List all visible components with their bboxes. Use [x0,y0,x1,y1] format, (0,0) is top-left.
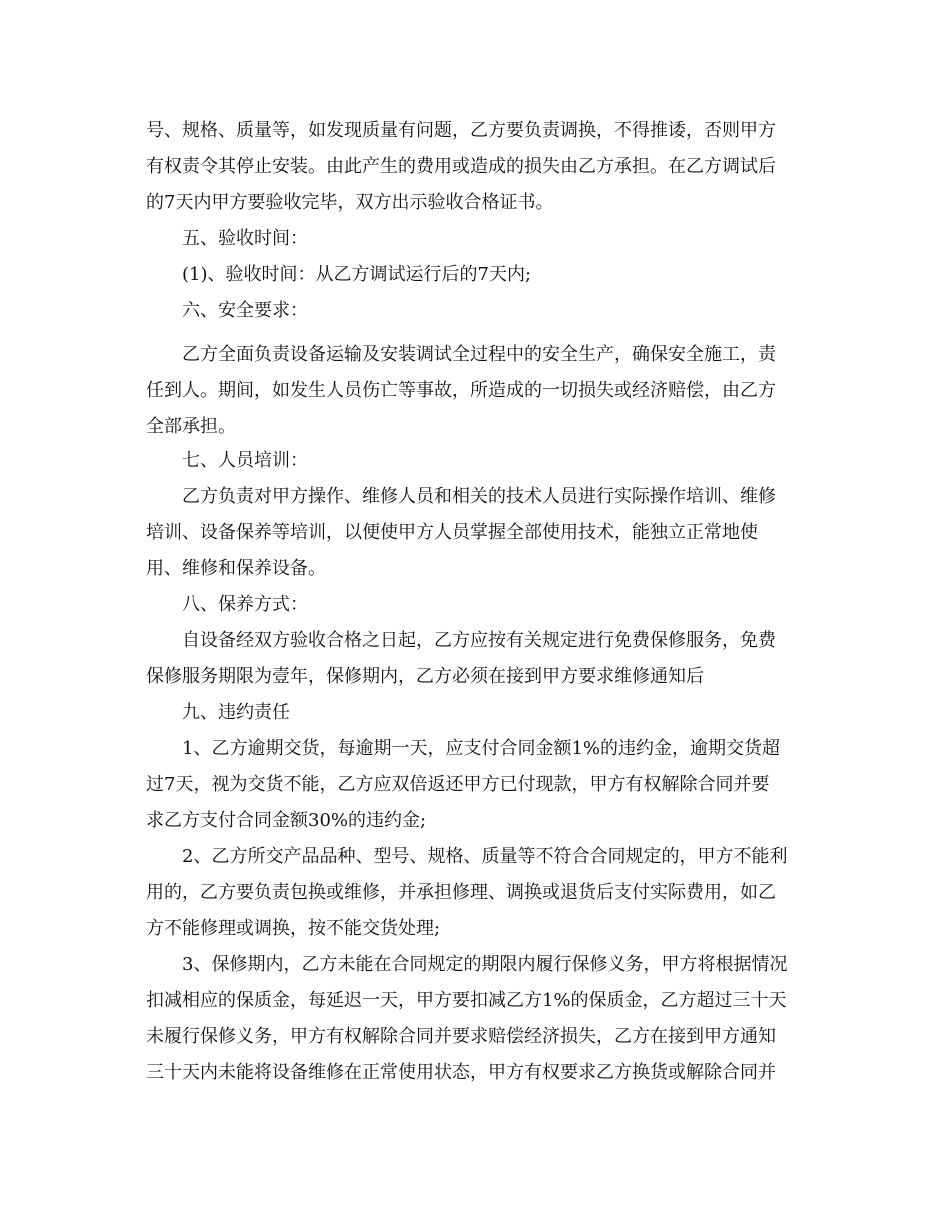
text-line: 号、规格、质量等，如发现质量有问题，乙方要负责调换，不得推诿，否则甲方 [146,120,776,141]
text-line: 保修服务期限为壹年，保修期内，乙方必须在接到甲方要求维修通知后 [146,666,704,687]
text-line: 乙方负责对甲方操作、维修人员和相关的技术人员进行实际操作培训、维修 [182,486,776,507]
text-line: 三十天内未能将设备维修在正常使用状态，甲方有权要求乙方换货或解除合同并 [146,1062,776,1083]
text-line: 1、乙方逾期交货，每逾期一天，应支付合同金额1%的违约金，逾期交货超 [182,738,781,759]
text-line: 用的，乙方要负责包换或维修，并承担修理、调换或退货后支付实际费用，如乙 [146,882,776,903]
text-line: 培训、设备保养等培训，以便使甲方人员掌握全部使用技术，能独立正常地使 [146,522,758,543]
section-heading: 九、违约责任 [182,702,290,723]
section-heading: 六、安全要求： [182,300,308,321]
text-line: 乙方全面负责设备运输及安装调试全过程中的安全生产，确保安全施工，责 [182,344,776,365]
text-line: 自设备经双方验收合格之日起，乙方应按有关规定进行免费保修服务，免费 [182,630,776,651]
text-line: 扣减相应的保质金，每延迟一天，甲方要扣减乙方1%的保质金，乙方超过三十天 [146,990,787,1011]
text-line: 3、保修期内，乙方未能在合同规定的期限内履行保修义务，甲方将根据情况 [182,954,788,975]
section-heading: 五、验收时间： [182,228,308,249]
text-line: 用、维修和保养设备。 [146,558,326,579]
text-line: 有权责令其停止安装。由此产生的费用或造成的损失由乙方承担。在乙方调试后 [146,156,776,177]
text-line: 过7天，视为交货不能，乙方应双倍返还甲方已付现款，甲方有权解除合同并要 [146,774,770,795]
section-heading: 八、保养方式： [182,594,308,615]
text-line: (1)、验收时间：从乙方调试运行后的7天内; [182,264,532,285]
text-line: 方不能修理或调换，按不能交货处理; [146,918,441,939]
text-line: 全部承担。 [146,416,236,437]
text-line: 未履行保修义务，甲方有权解除合同并要求赔偿经济损失，乙方在接到甲方通知 [146,1026,776,1047]
text-line: 求乙方支付合同金额30%的违约金; [146,810,427,831]
text-line: 2、乙方所交产品品种、型号、规格、质量等不符合合同规定的，甲方不能利 [182,846,788,867]
section-heading: 七、人员培训： [182,450,308,471]
text-line: 的7天内甲方要验收完毕，双方出示验收合格证书。 [146,192,554,213]
text-line: 任到人。期间，如发生人员伤亡等事故，所造成的一切损失或经济赔偿，由乙方 [146,380,776,401]
